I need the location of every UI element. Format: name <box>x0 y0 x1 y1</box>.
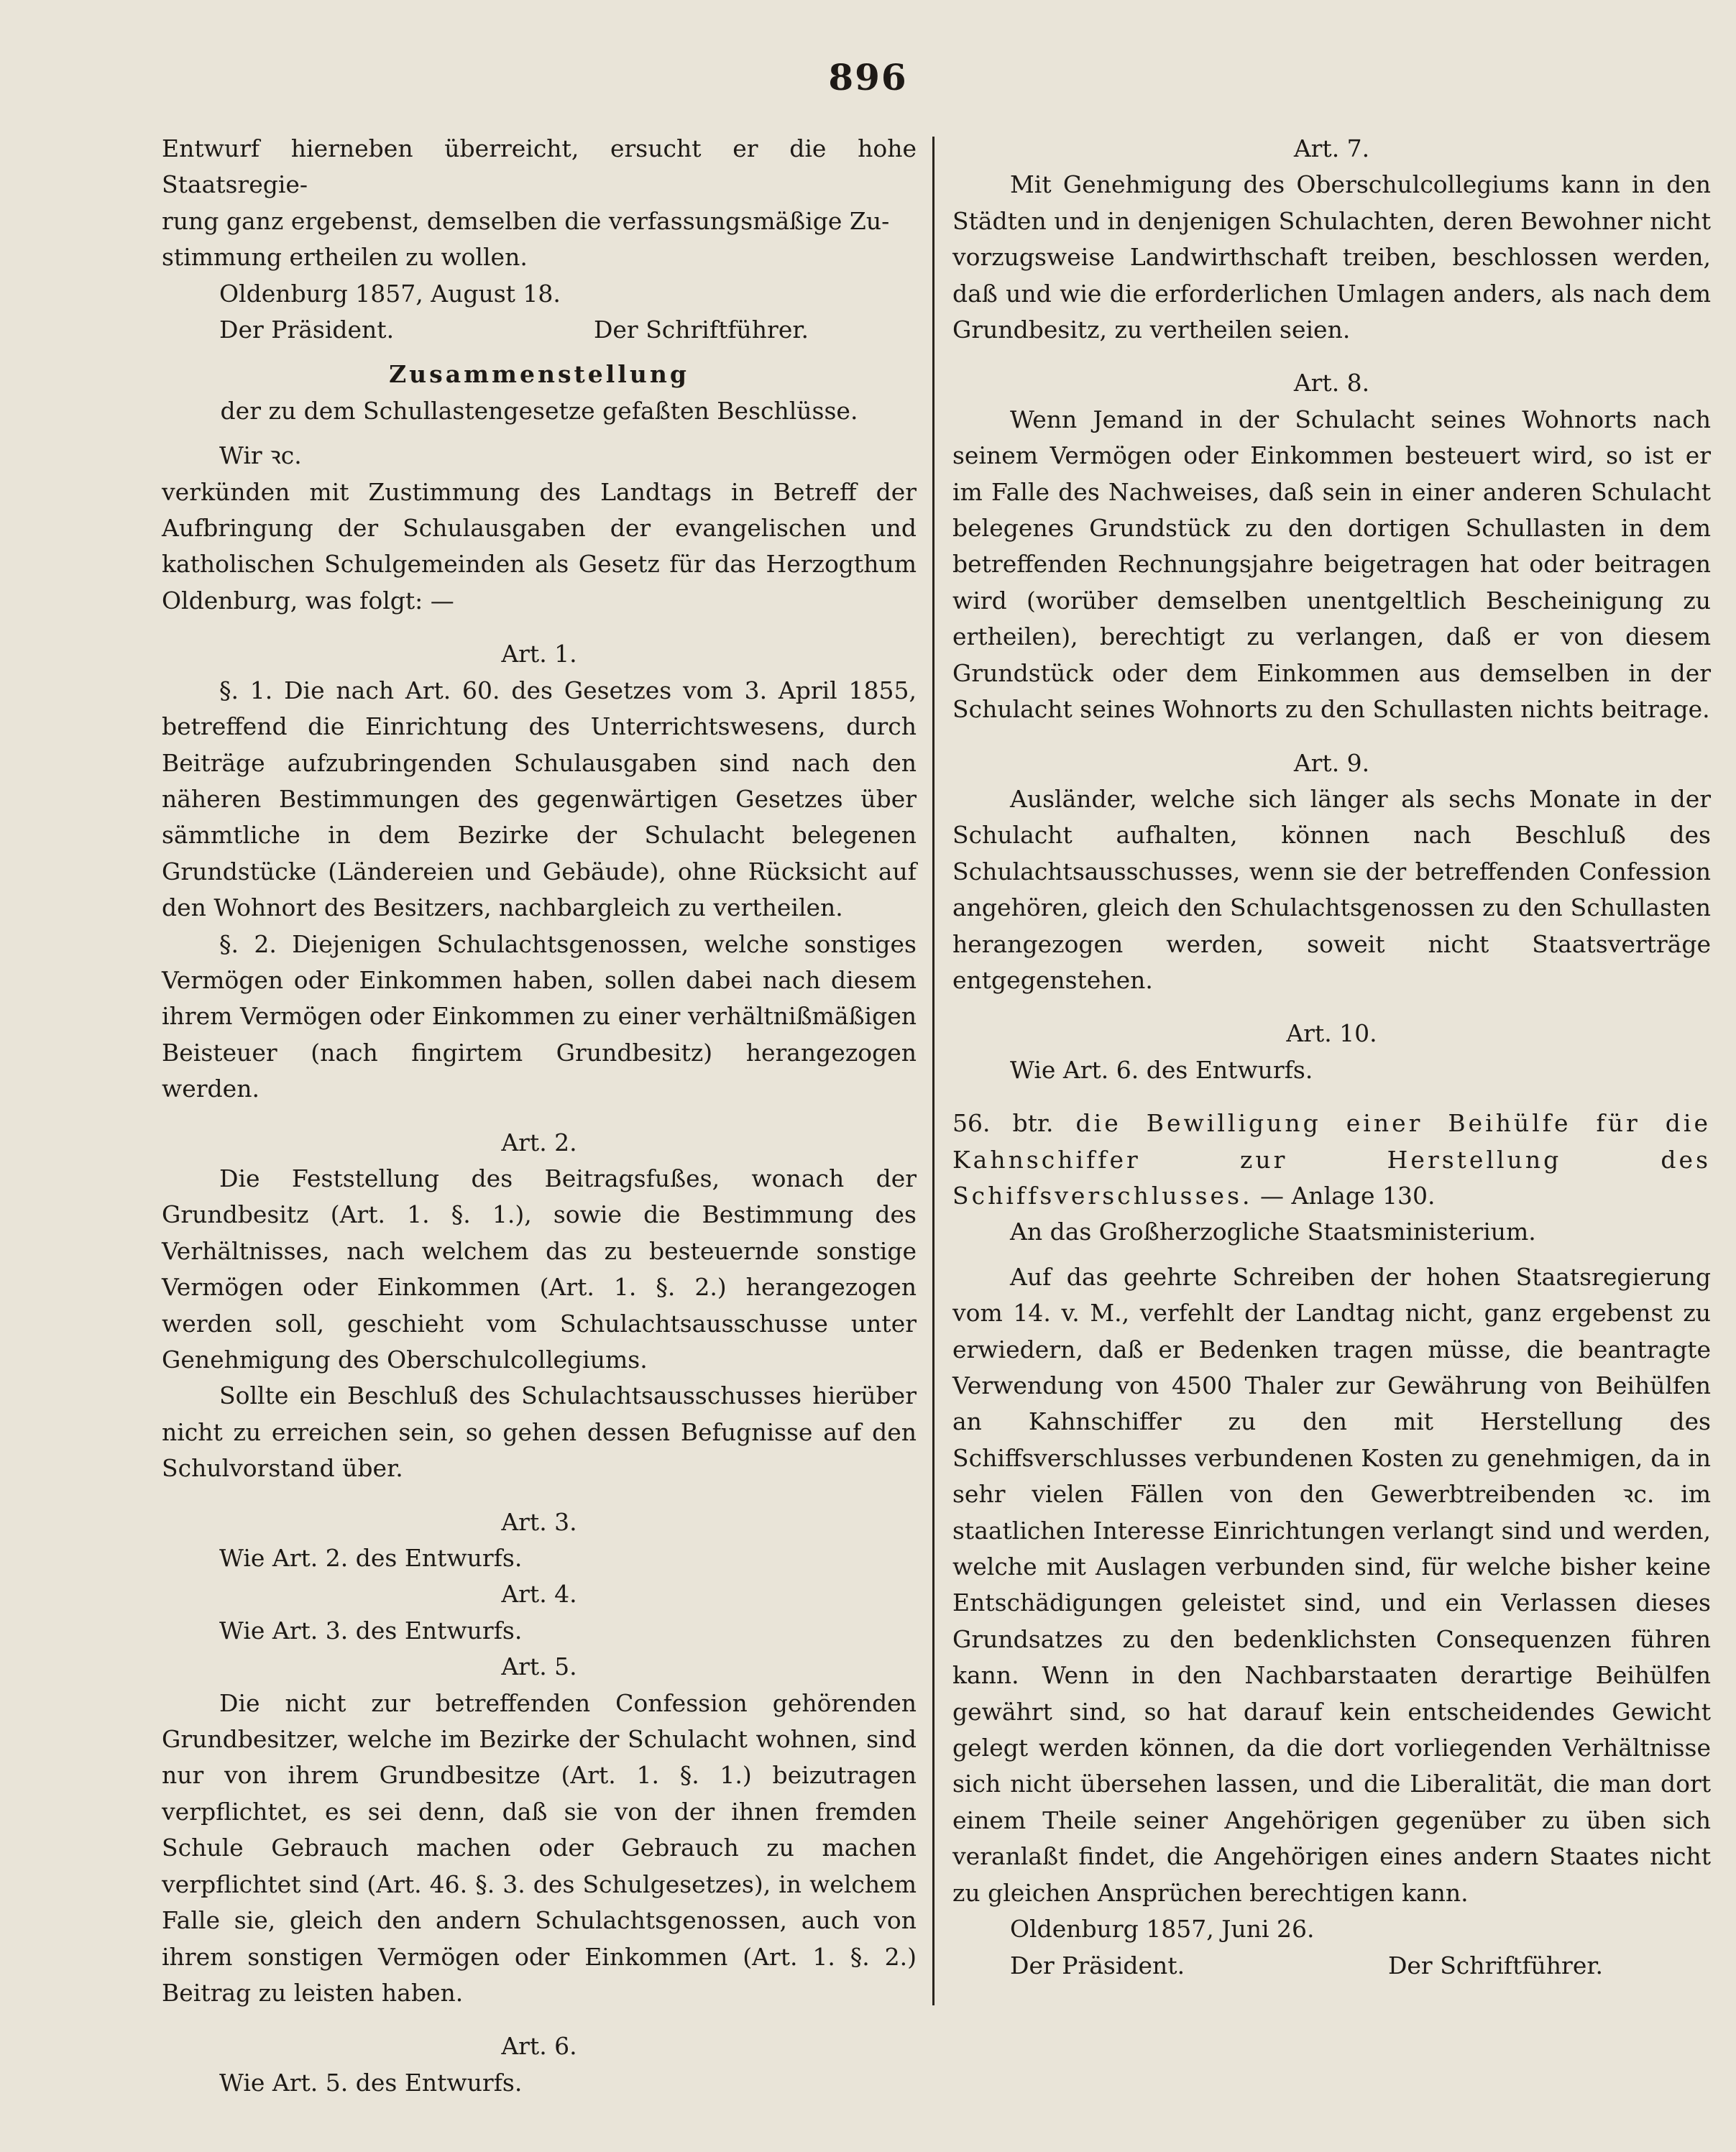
article-title: Art. 8. <box>1293 369 1370 397</box>
item-title: die Bewilligung einer Beihülfe für die Kahnschiffer zur Herstellung des Schiffsverschlusses. <box>952 1109 1711 1210</box>
article-title: Art. 9. <box>1293 748 1370 777</box>
article-paragraph: Die nicht zur betreffenden Confession gehörenden Grundbesitzer, welche im Bezirke der Schulacht wohnen, sind nur von ihrem Grundbesitze (Art. 1. §. 1.) beizutragen verpflichtet, es sei denn, daß sie von der ihnen fremden Schule Gebrauch machen oder Gebrauch zu machen verpflichtet sind (Art. 46. §. 3. des Schulgesetzes), in welchem Falle sie, gleich den andern Schulachtsgenossen, auch von ihrem sonstigen Vermögen oder Einkommen (Art. 1. §. 2.) Beitrag zu leisten haben. <box>162 1688 917 2007</box>
article-paragraph: Sollte ein Beschluß des Schulachtsausschusses hierüber nicht zu erreichen sein, so gehen dessen Befugnisse auf den Schulvorstand über. <box>162 1381 917 1483</box>
section-subheading: der zu dem Schullastengesetze gefaßten Beschlüsse. <box>220 396 858 425</box>
article-paragraph: Wenn Jemand in der Schulacht seines Wohnorts nach seinem Vermögen oder Einkommen besteuert wird, so ist er im Falle des Nachweises, daß sein in einer anderen Schulacht belegenes Grundstück zu den dortigen Schullasten in dem betreffenden Rechnungsjahre beigetragen hat oder beitragen wird (worüber demselben unentgeltlich Bescheinigung zu ertheilen), berechtigt zu verlangen, daß er von diesem Grundstück oder dem Einkommen aus demselben in der Schulacht seines Wohnorts zu den Schullasten nichts beitrage. <box>952 405 1711 724</box>
intro-line: Entwurf hierneben überreicht, ersucht er die hohe Staatsregie- <box>162 134 917 199</box>
date-line: Oldenburg 1857, Juni 26. <box>1010 1915 1315 1944</box>
article-title: Art. 4. <box>501 1580 577 1609</box>
article-title: Art. 10. <box>1286 1019 1377 1048</box>
item-prefix: btr. <box>1012 1109 1054 1138</box>
article-text: Wie Art. 6. des Entwurfs. <box>1010 1055 1313 1084</box>
intro-line: rung ganz ergebenst, demselben die verfassungsmäßige Zu- <box>162 206 890 235</box>
article-paragraph: §. 1. Die nach Art. 60. des Gesetzes vom 3. April 1855, betreffend die Einrichtung des Unterrichtswesens, durch Beiträge aufzubringenden Schulausgaben sind nach den näheren Bestimmungen des gegenwärtigen Gesetzes über sämmtliche in dem Bezirke der Schulacht belegenen Grundstücke (Ländereien und Gebäude), ohne Rücksicht auf den Wohnort des Besitzers, nachbargleich zu vertheilen. <box>162 676 917 922</box>
section-heading: Zusammenstellung <box>389 360 689 389</box>
article-title: Art. 2. <box>501 1128 577 1157</box>
letter-body: Auf das geehrte Schreiben der hohen Staatsregierung vom 14. v. M., verfehlt der Landtag nicht, ganz ergebenst zu erwiedern, daß er Bedenken tragen müsse, die beantragte Verwendung von 4500 Thaler zur Gewährung von Beihülfen an Kahnschiffer zu den mit Herstellung des Schiffsverschlusses verbundenen Kosten zu genehmigen, da in sehr vielen Fällen von den Gewerbtreibenden ꝛc. im staatlichen Interesse Einrichtungen verlangt sind und werden, welche mit Auslagen verbunden sind, für welche bisher keine Entschädigungen geleistet sind, und ein Verlassen dieses Grundsatzes zu den bedenklichsten Consequenzen führen kann. Wenn in den Nachbarstaaten derartige Beihülfen gewährt sind, so hat darauf kein entscheidendes Gewicht gelegt werden können, da die dort vorliegenden Verhältnisse sich nicht übersehen lassen, und die Liberalität, die man dort einem Theile seiner Angehörigen gegenüber zu üben sich veranlaßt findet, die Angehörigen eines andern Staates nicht zu gleichen Ansprüchen berechtigen kann. <box>952 1262 1711 1907</box>
signature-line <box>952 1948 1711 1984</box>
signature-secretary: Der Schriftführer. <box>593 316 809 344</box>
article-paragraph: §. 2. Diejenigen Schulachtsgenossen, welche sonstiges Vermögen oder Einkommen haben, sollen dabei nach diesem ihrem Vermögen oder Einkommen zu einer verhältnißmäßigen Beisteuer (nach fingirtem Grundbesitz) herangezogen werden. <box>162 929 917 1103</box>
intro-line: stimmung ertheilen zu wollen. <box>162 243 528 272</box>
signature-secretary: Der Schriftführer. <box>1387 1951 1603 1979</box>
signature-line <box>162 312 917 348</box>
article-title: Art. 3. <box>501 1507 577 1536</box>
column-divider <box>932 137 934 2005</box>
page-number: 896 <box>828 56 908 98</box>
article-title: Art. 7. <box>1293 134 1370 162</box>
right-column <box>952 131 1711 1984</box>
article-title: Art. 1. <box>501 640 577 668</box>
preamble: verkünden mit Zustimmung des Landtags in Betreff der Aufbringung der Schulausgaben der evangelischen und katholischen Schulgemeinden als Gesetz für das Herzogthum Oldenburg, was folgt: — <box>162 477 917 615</box>
article-text: Wie Art. 3. des Entwurfs. <box>219 1616 523 1645</box>
signature-president: Der Präsident. <box>219 316 395 344</box>
item-heading <box>952 1105 1711 1214</box>
article-text: Wie Art. 5. des Entwurfs. <box>219 2068 523 2097</box>
article-paragraph: Die Feststellung des Beitragsfußes, wonach der Grundbesitz (Art. 1. §. 1.), sowie die Bestimmung des Verhältnisses, nach welchem das zu besteuernde sonstige Vermögen oder Einkommen (Art. 1. §. 2.) herangezogen werden soll, geschieht vom Schulachtsausschusse unter Genehmigung des Oberschulcollegiums. <box>162 1164 917 1374</box>
article-paragraph: Ausländer, welche sich länger als sechs Monate in der Schulacht aufhalten, können nach Beschluß des Schulachtsausschusses, wenn sie der betreffenden Confession angehören, gleich den Schulachtsgenossen zu den Schullasten herangezogen werden, soweit nicht Staatsverträge entgegenstehen. <box>952 784 1711 994</box>
article-title: Art. 5. <box>501 1652 577 1681</box>
article-title: Art. 6. <box>501 2032 577 2061</box>
item-annex: — Anlage 130. <box>1260 1181 1436 1210</box>
article-paragraph: Mit Genehmigung des Oberschulcollegiums kann in den Städten und in denjenigen Schulachten, deren Bewohner nicht vorzugsweise Landwirthschaft treiben, beschlossen werden, daß und wie die erforderlichen Umlagen anders, als nach dem Grundbesitz, zu vertheilen seien. <box>952 170 1711 344</box>
signature-president: Der Präsident. <box>1010 1951 1185 1979</box>
item-number: 56. <box>952 1109 991 1138</box>
left-column <box>162 131 917 2101</box>
wir-line: Wir ꝛc. <box>219 441 302 470</box>
date-line: Oldenburg 1857, August 18. <box>219 279 561 308</box>
article-text: Wie Art. 2. des Entwurfs. <box>219 1544 523 1573</box>
addressee: An das Großherzogliche Staatsministerium. <box>1010 1218 1536 1246</box>
